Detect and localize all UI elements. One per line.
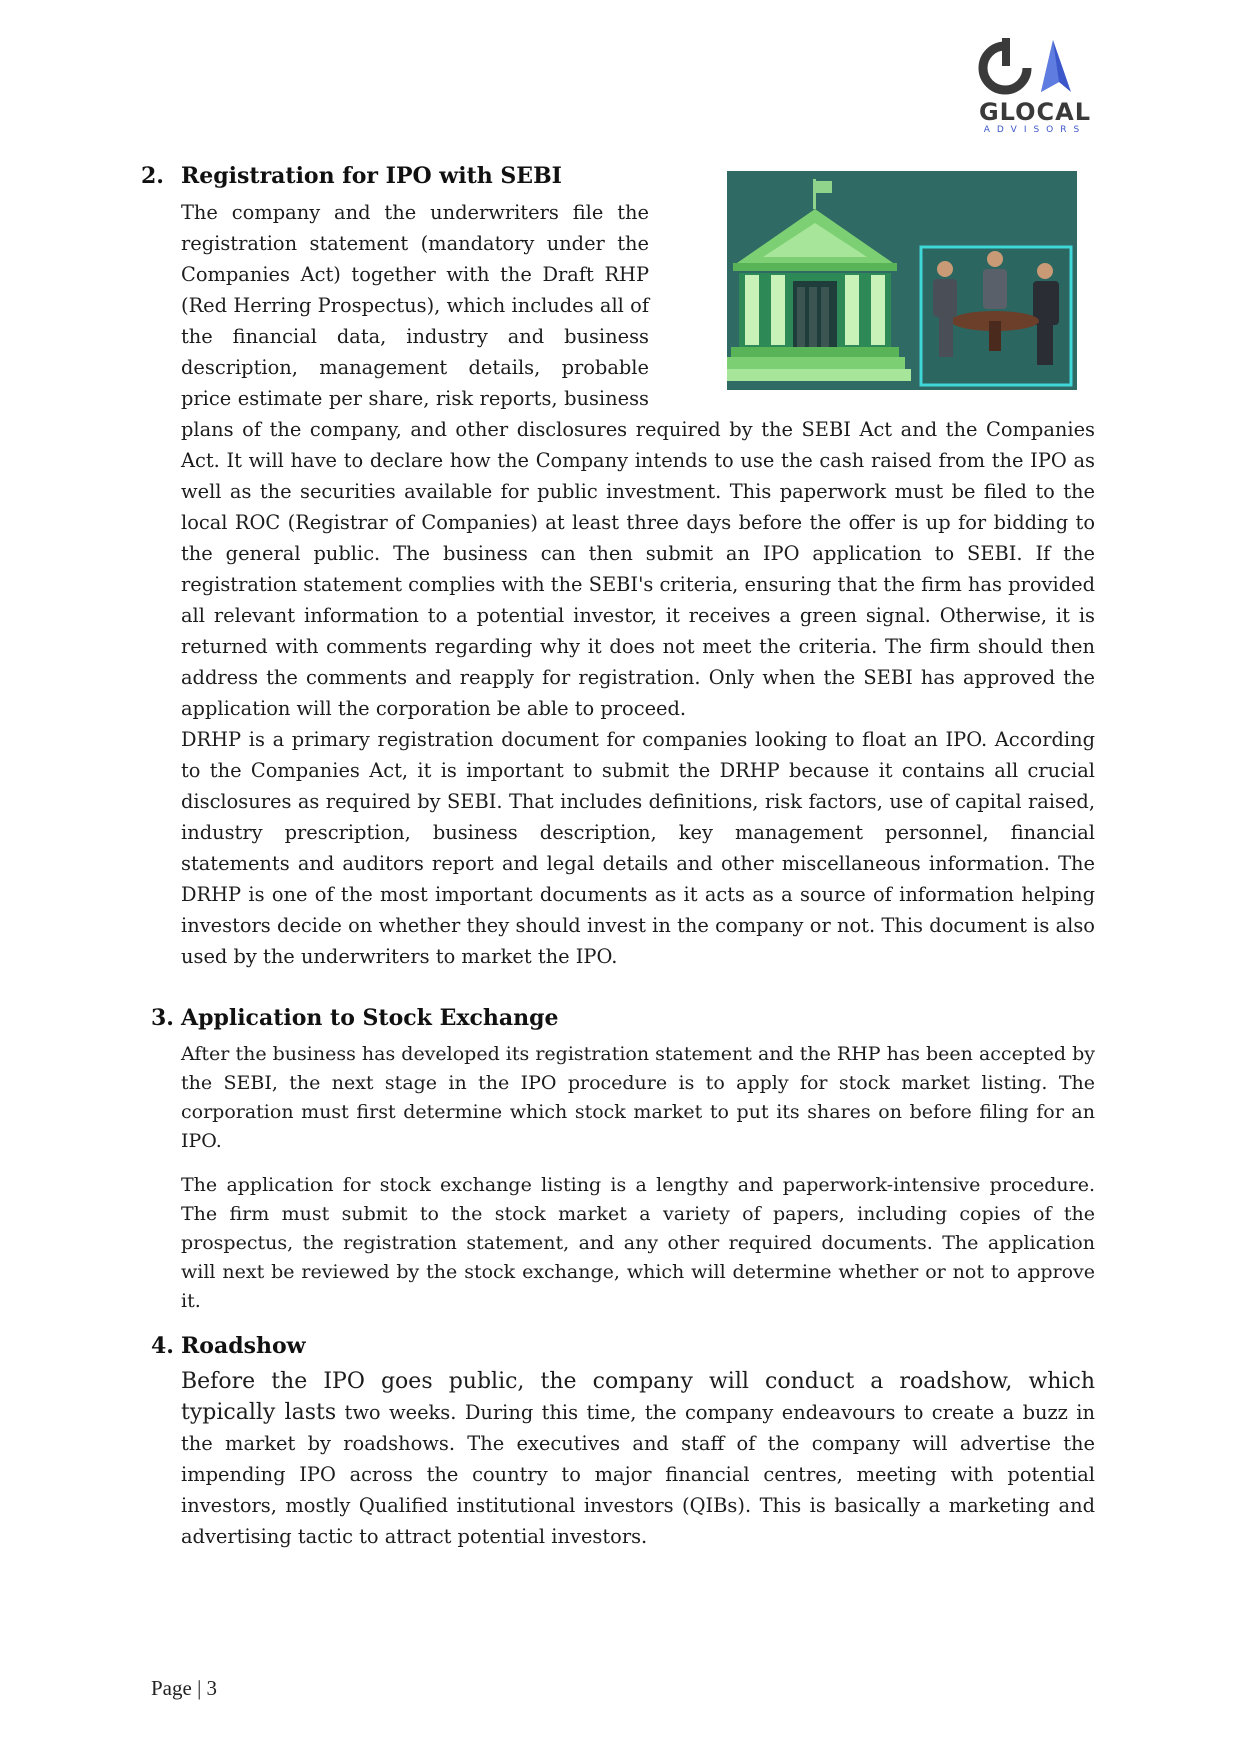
section-number: 2.	[141, 163, 164, 189]
company-logo	[975, 38, 1095, 138]
section-title: Registration for IPO with SEBI	[181, 163, 562, 189]
section-paragraph: After the business has developed its registration statement and the RHP has been accepted by the SEBI, the next stage in the IPO procedure is to apply for stock market listing. The corporation must first determine which stock market to put its shares on before filing for an IPO.	[181, 1043, 1095, 1152]
section-paragraph: The company and the underwriters file the registration statement (mandatory under the Companies Act) together with the Draft RHP (Red Herring Prospectus), which includes all of the financial data, industry and business description, management details, probable price estimate per share, risk reports, business plans of the company, and other disclosures required by the SEBI Act and the Companies Act. It will have to declare how the Company intends to use the cash raised from the IPO as well as the securities available for public investment. This paperwork must be filed to the local ROC (Registrar of Companies) at least three days before the offer is up for bidding to the general public. The business can then submit an IPO application to SEBI. If the registration statement complies with the SEBI's criteria, ensuring that the firm has provided all relevant information to a potential investor, it receives a green signal. Otherwise, it is returned with comments regarding why it does not meet the criteria. The firm should then address the comments and reapply for registration. Only when the SEBI has approved the application will the corporation be able to proceed.	[181, 201, 1095, 720]
section-title: Application to Stock Exchange	[181, 1005, 559, 1031]
section-paragraph	[181, 1366, 1095, 1552]
bank-building-icon	[727, 171, 1077, 390]
page-number: Page | 3	[151, 1676, 218, 1700]
section-number: 3.	[151, 1005, 174, 1031]
section-paragraph: DRHP is a primary registration document for companies looking to float an IPO. According to the Companies Act, it is important to submit the DRHP because it contains all crucial disclosures as required by SEBI. That includes definitions, risk factors, use of capital raised, industry prescription, business description, key management personnel, financial statements and auditors report and legal details and other miscellaneous information. The DRHP is one of the most important documents as it acts as a source of information helping investors decide on whether they should invest in the company or not. This document is also used by the underwriters to market the IPO.	[181, 728, 1095, 968]
section-title: Roadshow	[181, 1333, 306, 1359]
logo-mark-icon	[975, 38, 1095, 98]
section-paragraph: The application for stock exchange listing is a lengthy and paperwork-intensive procedure. The firm must submit to the stock market a variety of papers, including copies of the prospectus, the registration statement, and any other required documents. The application will next be reviewed by the stock exchange, which will determine whether or not to approve it.	[181, 1174, 1095, 1312]
section-number: 4.	[151, 1333, 174, 1359]
paragraph-lead: Before the IPO goes public, the company will conduct a roadshow, which typically lasts	[181, 1369, 1095, 1425]
paragraph-body: two weeks. During this time, the company endeavours to create a buzz in the market by roadshows. The executives and staff of the company will advertise the impending IPO across the country to major financial centres, meeting with potential investors, mostly Qualified institutional investors (QIBs). This is basically a marketing and advertising tactic to attract potential investors.	[181, 1401, 1095, 1548]
logo-subtitle: ADVISORS	[983, 125, 1087, 135]
bank-meeting-illustration	[727, 171, 1077, 390]
logo-name: GLOCAL	[978, 98, 1092, 126]
